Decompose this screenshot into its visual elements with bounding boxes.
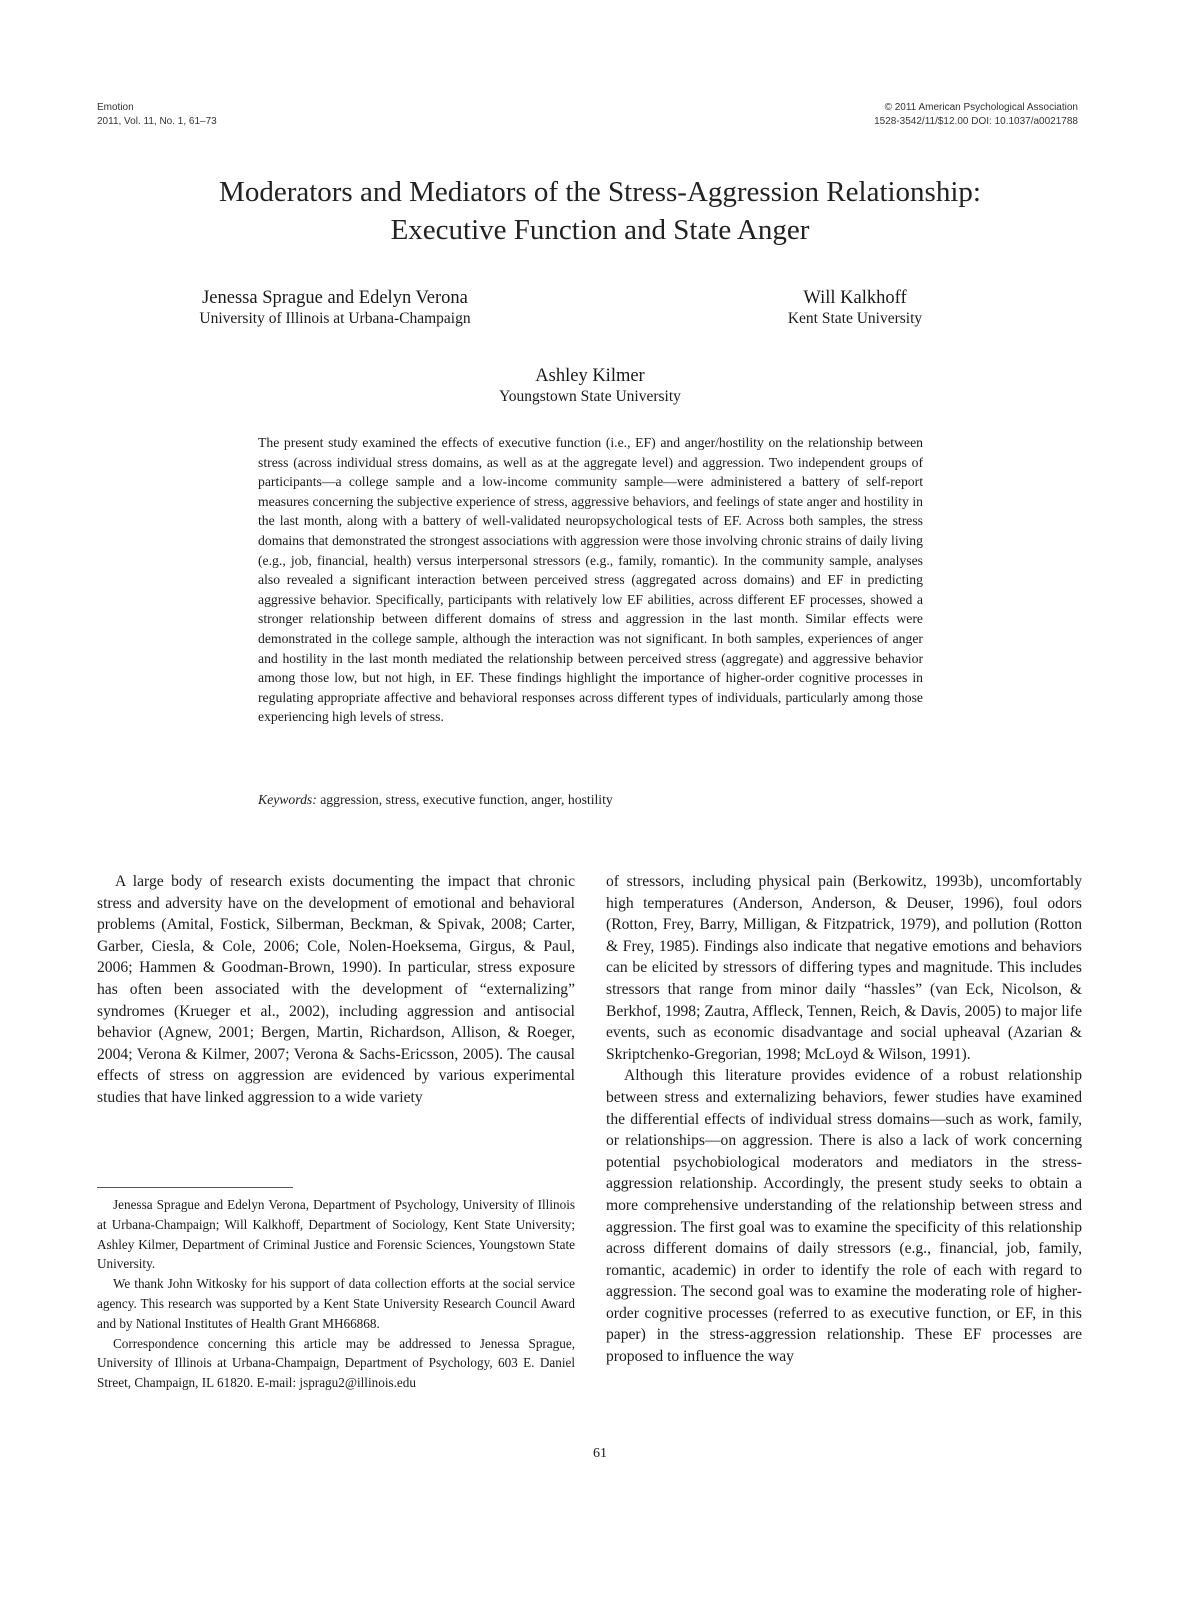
body-paragraph: Although this literature provides evidence of a robust relationship between stress and externalizing behaviors, fewer studies have examined the differential effects of individual stress domains—such as work, family, or relationships—on aggression. There is also a lack of work concerning potential psychobiological moderators and mediators in the stress-aggression relationship. Accordingly, the present study seeks to obtain a more comprehensive understanding of the relationship between stress and aggression. The first goal was to examine the specificity of this relationship across different domains of daily stressors (e.g., financial, job, family, romantic, academic) in order to identify the role of each with regard to aggression. The second goal was to examine the moderating role of higher-order cognitive processes (referred to as executive function, or EF, in this paper) in the stress-aggression relationship. These EF processes are proposed to influence the way <box>606 1067 1082 1366</box>
author-name: Jenessa Sprague and Edelyn Verona <box>202 288 468 308</box>
footnote-divider <box>97 1187 293 1188</box>
author-name: Ashley Kilmer <box>535 366 645 386</box>
keywords-label: Keywords: <box>258 792 317 807</box>
keywords <box>258 790 923 810</box>
article-title <box>100 173 1100 249</box>
journal-header-right <box>874 101 1078 129</box>
author-block-2 <box>730 287 980 329</box>
author-name: Will Kalkhoff <box>803 288 907 308</box>
title-line-1: Moderators and Mediators of the Stress-Aggression Relationship: <box>219 176 981 208</box>
journal-volume: 2011, Vol. 11, No. 1, 61–73 <box>97 116 217 127</box>
body-column-left <box>97 871 575 1109</box>
body-paragraph: of stressors, including physical pain (Berkowitz, 1993b), uncomfortably high temperatures (Anderson, Anderson, & Deuser, 1996), foul odors (Rotton, Frey, Barry, Milligan, & Fitzpatrick, 1979), and pollution (Rotton & Frey, 1985). Findings also indicate that negative emotions and behaviors can be elicited by stressors of differing types and magnitude. This includes stressors that range from minor daily “hassles” (van Eck, Nicolson, & Berkhof, 1998; Zautra, Affleck, Tennen, Reich, & Davis, 2005) to major life events, such as economic disadvantage and social upheaval (Azarian & Skriptchenko-Gregorian, 1998; McLoyd & Wilson, 1991). <box>606 873 1082 1063</box>
footnote-acknowledgments: We thank John Witkosky for his support of data collection efforts at the social service agency. This research was supported by a Kent State University Research Council Award and by National Institutes of Health Grant MH66868. <box>97 1276 575 1331</box>
body-paragraph: A large body of research exists documenting the impact that chronic stress and adversity have on the development of emotional and behavioral problems (Amital, Fostick, Silberman, Beckman, & Spivak, 2008; Carter, Garber, Ciesla, & Cole, 2006; Cole, Nolen-Hoeksema, Girgus, & Paul, 2006; Hammen & Goodman-Brown, 1990). In particular, stress exposure has often been associated with the development of “externalizing” syndromes (Krueger et al., 2002), including aggression and antisocial behavior (Agnew, 2001; Bergen, Martin, Richardson, Allison, & Roeger, 2004; Verona & Kilmer, 2007; Verona & Sachs-Ericsson, 2005). The causal effects of stress on aggression are evidenced by various experimental studies that have linked aggression to a wide variety <box>97 873 575 1106</box>
body-column-right <box>606 871 1082 1368</box>
author-block-1 <box>150 287 520 329</box>
footnotes <box>97 1195 575 1393</box>
journal-header-left <box>97 101 217 129</box>
abstract: The present study examined the effects of executive function (i.e., EF) and anger/hostility on the relationship between stress (across individual stress domains, as well as at the aggregate level) and aggression. Two independent groups of participants—a college sample and a low-income community sample—were administered a battery of self-report measures concerning the subjective experience of stress, aggressive behaviors, and feelings of state anger and hostility in the last month, along with a battery of well-validated neuropsychological tests of EF. Across both samples, the stress domains that demonstrated the strongest associations with aggression were those involving chronic strains of daily living (e.g., job, financial, health) versus interpersonal stressors (e.g., family, romantic). In the community sample, analyses also revealed a significant interaction between perceived stress (aggregated across domains) and EF in predicting aggressive behavior. Specifically, participants with relatively low EF abilities, across different EF processes, showed a stronger relationship between different domains of stress and aggression in the last month. Similar effects were demonstrated in the college sample, although the interaction was not significant. In both samples, experiences of anger and hostility in the last month mediated the relationship between perceived stress (aggregate) and aggressive behavior among those low, but not high, in EF. These findings highlight the importance of higher-order cognitive processes in regulating appropriate affective and behavioral responses across different types of individuals, particularly among those experiencing high levels of stress. <box>258 435 923 725</box>
journal-name: Emotion <box>97 102 134 113</box>
page-number: 61 <box>593 1446 607 1461</box>
footnote-affiliations: Jenessa Sprague and Edelyn Verona, Department of Psychology, University of Illinois at Urbana-Champaign; Will Kalkhoff, Department of Sociology, Kent State University; Ashley Kilmer, Department of Criminal Justice and Forensic Sciences, Youngstown State University. <box>97 1197 575 1272</box>
copyright-line: © 2011 American Psychological Association <box>884 102 1078 113</box>
title-line-2: Executive Function and State Anger <box>390 214 810 246</box>
author-affiliation: Youngstown State University <box>499 388 681 405</box>
author-affiliation: Kent State University <box>787 310 923 327</box>
footnote-correspondence: Correspondence concerning this article may be addressed to Jenessa Sprague, University of Illinois at Urbana-Champaign, Department of Psychology, 603 E. Daniel Street, Champaign, IL 61820. E-mail: jspragu2@illinois.edu <box>97 1335 575 1391</box>
author-affiliation: University of Illinois at Urbana-Champaign <box>199 310 471 327</box>
keywords-text: aggression, stress, executive function, anger, hostility <box>320 792 613 807</box>
doi-line: 1528-3542/11/$12.00 DOI: 10.1037/a0021788 <box>874 116 1078 127</box>
author-block-3 <box>400 365 780 407</box>
